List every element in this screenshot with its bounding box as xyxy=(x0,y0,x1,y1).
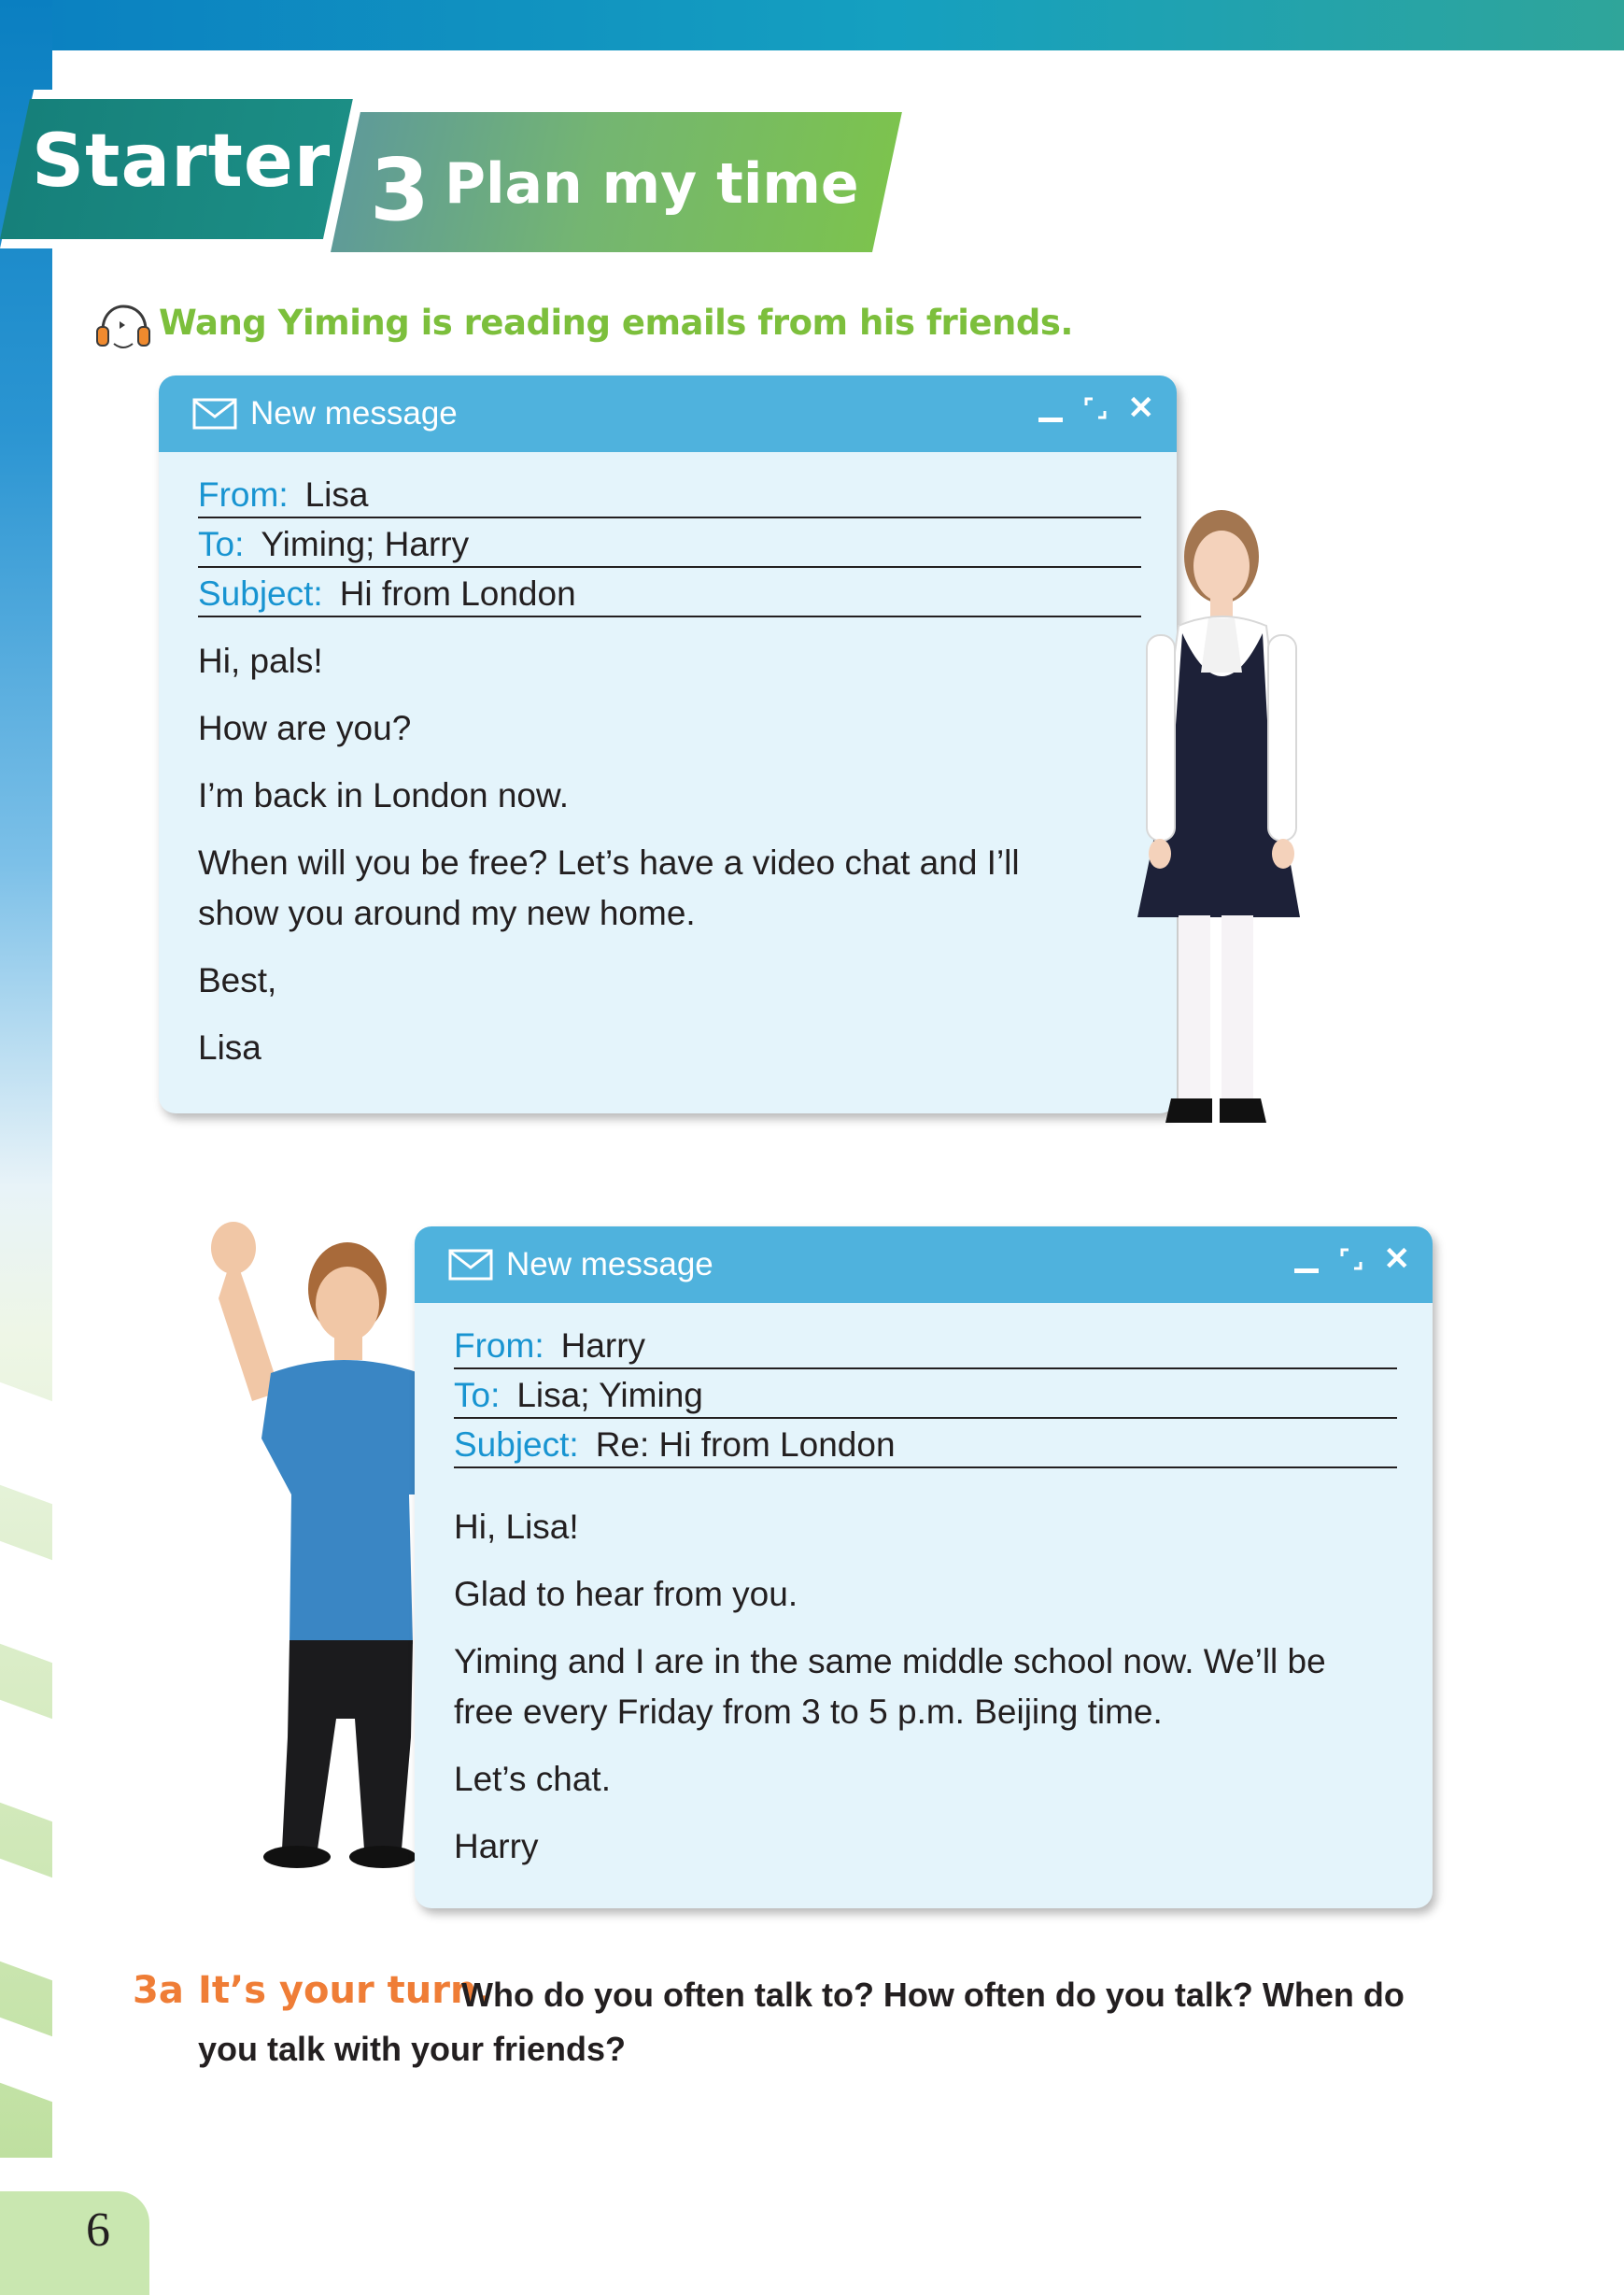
close-icon[interactable]: ✕ xyxy=(1383,1241,1410,1277)
from-label: From: xyxy=(198,475,289,514)
girl-illustration xyxy=(1117,495,1313,1140)
from-field[interactable] xyxy=(454,1320,1397,1369)
decorative-stripe xyxy=(0,1700,52,1821)
activity-number: 3a xyxy=(133,1969,184,2012)
email-paragraph: Glad to hear from you. xyxy=(454,1575,798,1613)
minimize-icon[interactable] xyxy=(1294,1268,1319,1273)
subject-value: Hi from London xyxy=(339,574,576,613)
email-paragraph: Best, xyxy=(198,961,277,999)
window-title: New message xyxy=(250,395,458,432)
activity-question-line2: you talk with your friends? xyxy=(198,2030,627,2068)
maximize-icon[interactable] xyxy=(1339,1247,1363,1271)
headphones-icon xyxy=(93,303,153,353)
window-title: New message xyxy=(506,1246,713,1282)
unit-title: Plan my time xyxy=(445,151,859,217)
decorative-stripe xyxy=(0,1382,52,1504)
to-value: Yiming; Harry xyxy=(261,525,470,563)
subject-label: Subject: xyxy=(454,1425,579,1464)
mail-icon xyxy=(448,1249,493,1281)
email-body[interactable] xyxy=(198,636,1094,1073)
top-color-band xyxy=(0,0,1624,50)
mail-icon xyxy=(192,398,237,430)
email-paragraph: Lisa xyxy=(198,1028,261,1067)
email-paragraph: Let’s chat. xyxy=(454,1760,611,1798)
subject-label: Subject: xyxy=(198,574,323,613)
section-label: Starter xyxy=(32,120,332,204)
decorative-stripe xyxy=(0,1541,52,1663)
subject-value: Re: Hi from London xyxy=(595,1425,896,1464)
intro-instruction: Wang Yiming is reading emails from his friends. xyxy=(159,303,1073,343)
to-label: To: xyxy=(198,525,245,563)
email-paragraph: When will you be free? Let’s have a video chat and I’ll show you around my new home. xyxy=(198,843,1020,932)
to-field[interactable] xyxy=(454,1369,1397,1419)
decorative-stripe xyxy=(0,1859,52,1980)
email-paragraph: Hi, pals! xyxy=(198,642,323,680)
from-field[interactable] xyxy=(198,469,1141,518)
email-paragraph: How are you? xyxy=(198,709,412,747)
subject-field[interactable] xyxy=(454,1419,1397,1468)
minimize-icon[interactable] xyxy=(1038,418,1063,422)
email-body[interactable] xyxy=(454,1502,1369,1872)
from-label: From: xyxy=(454,1326,544,1365)
activity-question-line1: Who do you often talk to? How often do you talk? When do xyxy=(461,1976,1405,2014)
email-window-harry xyxy=(415,1226,1433,1908)
window-title-bar[interactable] xyxy=(159,375,1177,452)
maximize-icon[interactable] xyxy=(1083,396,1108,420)
email-paragraph: Hi, Lisa! xyxy=(454,1508,579,1546)
email-paragraph: I’m back in London now. xyxy=(198,776,569,815)
from-value: Harry xyxy=(560,1326,646,1365)
to-value: Lisa; Yiming xyxy=(516,1376,703,1414)
to-field[interactable] xyxy=(198,518,1141,568)
email-paragraph: Harry xyxy=(454,1827,539,1865)
close-icon[interactable]: ✕ xyxy=(1127,390,1154,426)
email-window-lisa xyxy=(159,375,1177,1113)
page-number-tab xyxy=(0,2191,149,2295)
activity-heading: It’s your turn. xyxy=(198,1969,491,2012)
email-paragraph: Yiming and I are in the same middle school now. We’ll be free every Friday from 3 to 5 p.m. Beijing time. xyxy=(454,1642,1326,1731)
window-title-bar[interactable] xyxy=(415,1226,1433,1303)
subject-field[interactable] xyxy=(198,568,1141,617)
from-value: Lisa xyxy=(304,475,369,514)
boy-illustration xyxy=(196,1214,448,1868)
unit-number: 3 xyxy=(370,140,431,240)
to-label: To: xyxy=(454,1376,501,1414)
page-number: 6 xyxy=(86,2203,110,2257)
left-color-band xyxy=(0,0,52,2158)
